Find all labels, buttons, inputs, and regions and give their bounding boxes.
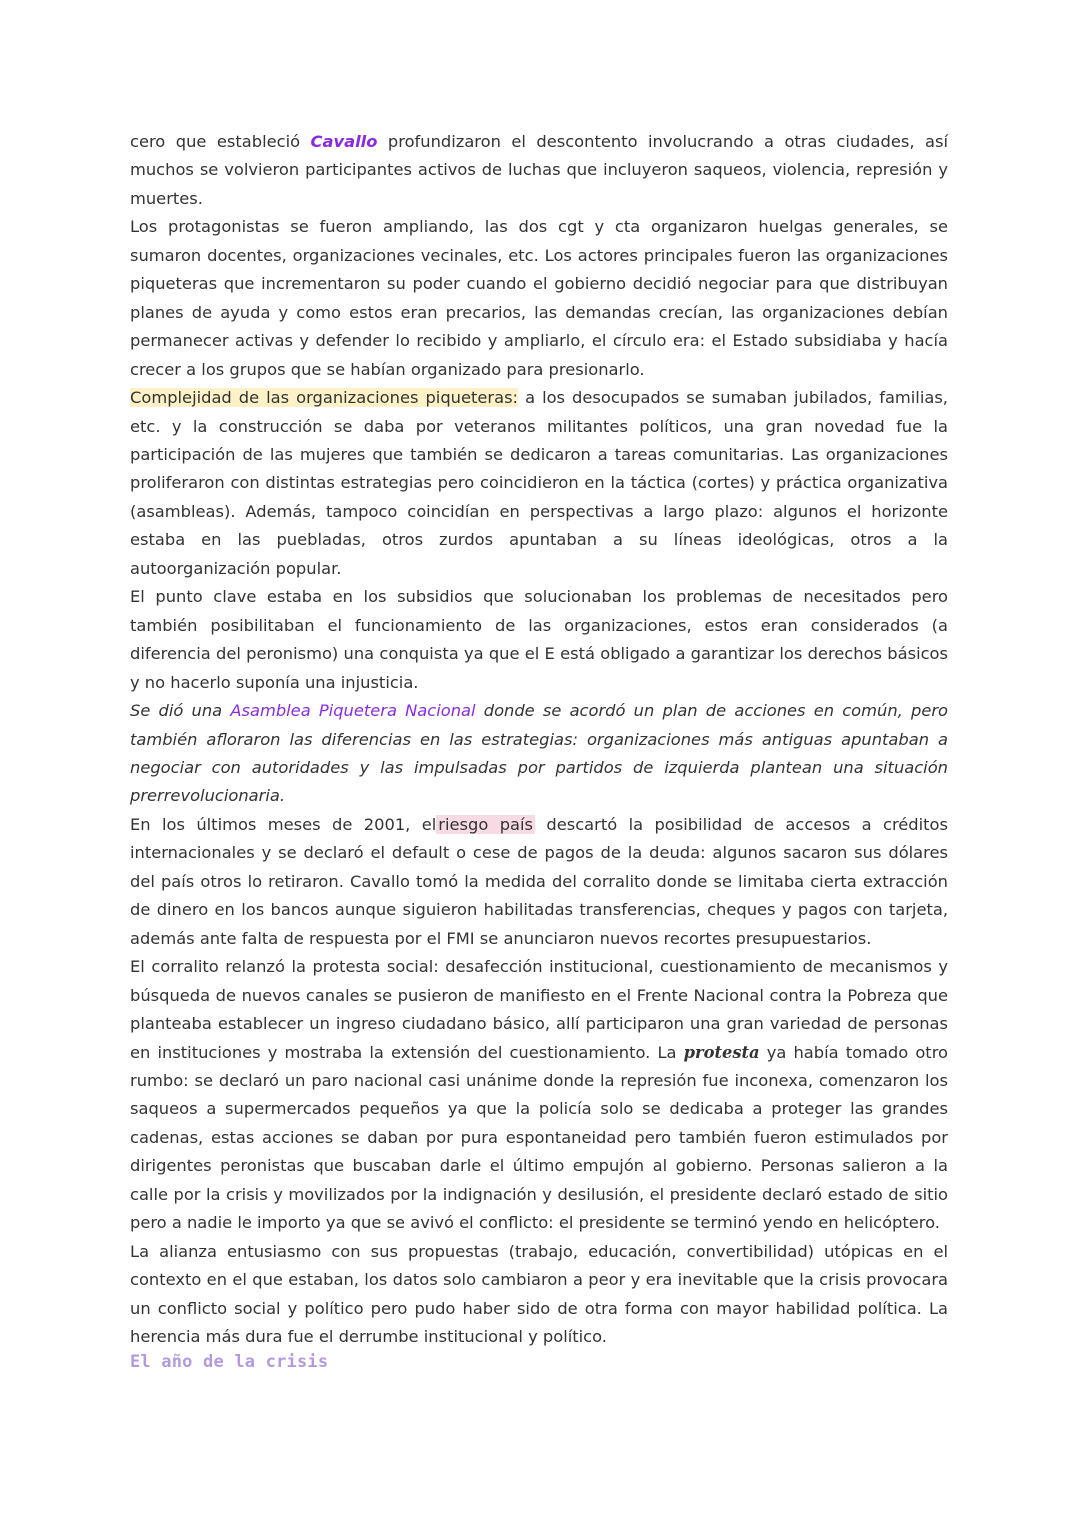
text-run: ya había tomado otro rumbo: se declaró un paro nacional casi unánime donde la represión fue inconexa, comenzaron los saqueos a supermercados pequeños ya que la policía solo se dedicaba a proteger las grandes cadenas, estas acciones se daban por pura espontaneidad pero también fueron estimulados por dirigentes peronistas que buscaban darle el último empujón al gobierno. Personas salieron a la calle por la crisis y movilizados por la indignación y desilusión, el presidente declaró estado de sitio pero a nadie le importo ya que se avivó el conflicto: el presidente se terminó yendo en helicóptero. xyxy=(130,1042,948,1233)
paragraph-corralito xyxy=(130,953,948,1238)
paragraph-asamblea xyxy=(130,697,948,811)
text-run: a los desocupados se sumaban jubilados, familias, etc. y la construcción se daba por veteranos militantes políticos, una gran novedad fue la participación de las mujeres que también se dedicaron a tareas comunitarias. Las organizaciones proliferaron con distintas estrategias pero coincidieron en la táctica (cortes) y práctica organizativa (asambleas). Además, tampoco coincidían en perspectivas a largo plazo: algunos el horizonte estaba en las puebladas, otros zurdos apuntaban a su líneas ideológicas, otros a la autoorganización popular. xyxy=(130,388,948,578)
bold-term-protesta: protesta xyxy=(683,1042,760,1062)
text-run: Se dió una xyxy=(130,701,231,721)
text-run: profundizaron el descontento involucrando a otras ciudades, así muchos se volvieron participantes activos de luchas que incluyeron saqueos, violencia, represión y muertes. xyxy=(130,132,948,208)
highlighted-term: Complejidad de las organizaciones piqueteras: xyxy=(130,388,519,408)
text-run: El corralito relanzó la protesta social: desafección institucional, cuestionamiento de mecanismos y búsqueda de nuevos canales se pusieron de manifiesto en el Frente Nacional contra la Pobreza que planteaba establecer un ingreso ciudadano básico, allí participaron una gran variedad de personas en instituciones y mostraba la extensión del cuestionamiento. La xyxy=(130,957,948,1062)
document-body xyxy=(130,128,948,1351)
text-run: descartó la posibilidad de accesos a créditos internacionales y se declaró el default o cese de pagos de la deuda: algunos sacaron sus dólares del país otros lo retiraron. Cavallo tomó la medida del corralito donde se limitaba cierta extracción de dinero en los bancos aunque siguieron habilitadas transferencias, cheques y pagos con tarjeta, además ante falta de respuesta por el FMI se anunciaron nuevos recortes presupuestarios. xyxy=(130,814,948,948)
name-asamblea: Asamblea Piquetera Nacional xyxy=(230,701,476,721)
name-cavallo: Cavallo xyxy=(310,132,378,151)
paragraph-alianza: La alianza entusiasmo con sus propuestas (trabajo, educación, convertibilidad) utópicas en el contexto en el que estaban, los datos solo cambiaron a peor y era inevitable que la crisis provocara un conflicto social y político pero pudo haber sido de otra forma con mayor habilidad política. La herencia más dura fue el derrumbe institucional y político. xyxy=(130,1241,948,1347)
paragraph-subsidios: El punto clave estaba en los subsidios que solucionaban los problemas de necesitados pero también posibilitaban el funcionamiento de las organizaciones, estos eran considerados (a diferencia del peronismo) una conquista ya que el E está obligado a garantizar los derechos básicos y no hacerlo suponía una injusticia. xyxy=(130,587,948,692)
paragraph-complejidad xyxy=(130,384,948,583)
text-run: donde se acordó un plan de acciones en común, pero también afloraron las diferencias en las estrategias: organizaciones más antiguas apuntaban a negociar con autoridades y las impulsadas por partidos de izquierda plantean una situación prerrevolucionaria. xyxy=(130,701,949,806)
paragraph-cavallo xyxy=(130,128,948,213)
paragraph-riesgo-pais xyxy=(130,811,948,953)
highlighted-term-riesgo: riesgo país xyxy=(438,814,534,834)
section-heading: El año de la crisis xyxy=(130,1352,329,1372)
text-run: En los últimos meses de 2001, el xyxy=(130,814,437,834)
paragraph-protagonistas: Los protagonistas se fueron ampliando, las dos cgt y cta organizaron huelgas generales, se sumaron docentes, organizaciones vecinales, etc. Los actores principales fueron las organizaciones piqueteras que incrementaron su poder cuando el gobierno decidió negociar para que distribuyan planes de ayuda y como estos eran precarios, las demandas crecían, las organizaciones debían permanecer activas y defender lo recibido y ampliarlo, el círculo era: el Estado subsidiaba y hacía crecer a los grupos que se habían organizado para presionarlo. xyxy=(130,217,948,379)
text-run: cero que estableció xyxy=(130,132,311,151)
